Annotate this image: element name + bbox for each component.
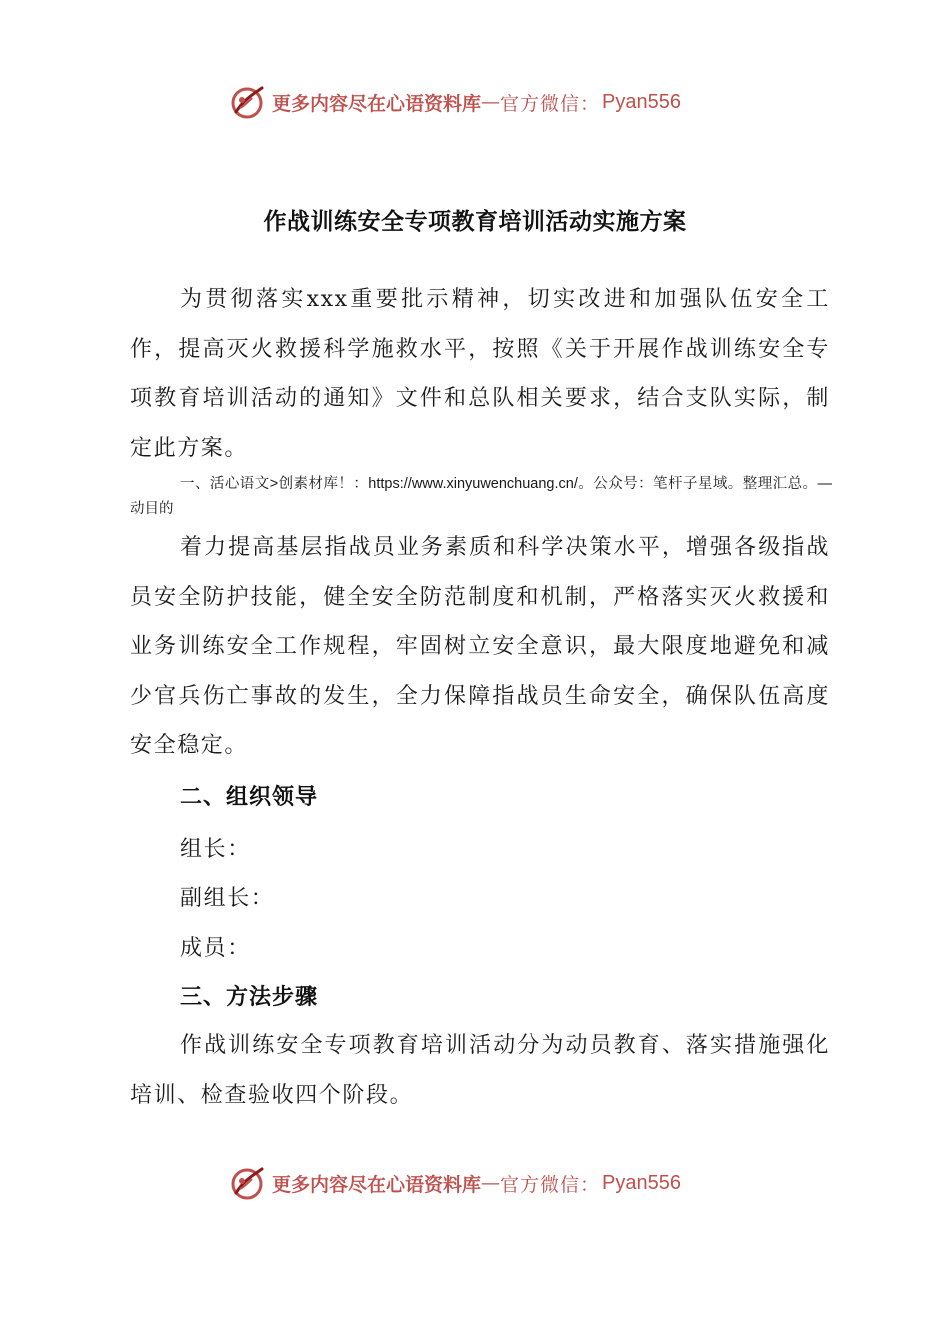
banner-wechat-id: Pyan556 (602, 90, 681, 113)
goal-paragraph: 着力提高基层指战员业务素质和科学决策水平，增强各级指战员安全防护技能，健全安全防范制度和机制，严格落实灭火救援和业务训练安全工作规程，牢固树立安全意识，最大限度地避免和减少官兵伤亡事故的发生，全力保障指战员生命安全，确保队伍高度安全稳定。 (130, 535, 830, 759)
banner-prefix: 更多内容尽在心语资料库 (272, 1173, 482, 1196)
source-note: 一、活心语文>创素材库！：https://www.xinyuwenchuang.cn/。公众号：笔杆子星域。整理汇总。—动目的 (130, 476, 832, 517)
document-title: 作战训练安全专项教育培训活动实施方案 (263, 209, 687, 235)
banner-separator: — (481, 91, 501, 113)
footer-banner (228, 1161, 748, 1205)
section-heading-organization: 二、组织领导 (180, 785, 319, 810)
deputy-leader-line: 副组长： (180, 886, 275, 911)
header-banner (228, 80, 748, 124)
banner-wechat-label: 官方微信： (500, 1173, 601, 1196)
banner-wechat-label: 官方微信： (500, 92, 601, 115)
banner-separator: — (481, 1172, 501, 1194)
leader-line: 组长： (180, 837, 251, 862)
members-line: 成员： (180, 936, 251, 961)
banner-prefix: 更多内容尽在心语资料库 (272, 92, 482, 115)
section-heading-steps: 三、方法步骤 (180, 985, 319, 1010)
brush-logo-icon (228, 1163, 268, 1203)
brush-logo-icon (228, 82, 268, 122)
intro-paragraph: 为贯彻落实xxx重要批示精神，切实改进和加强队伍安全工作，提高灭火救援科学施救水平，按照《关于开展作战训练安全专项教育培训活动的通知》文件和总队相关要求，结合支队实际，制定此方案。 (130, 287, 830, 461)
banner-wechat-id: Pyan556 (602, 1171, 681, 1194)
steps-paragraph: 作战训练安全专项教育培训活动分为动员教育、落实措施强化培训、检查验收四个阶段。 (130, 1033, 830, 1108)
